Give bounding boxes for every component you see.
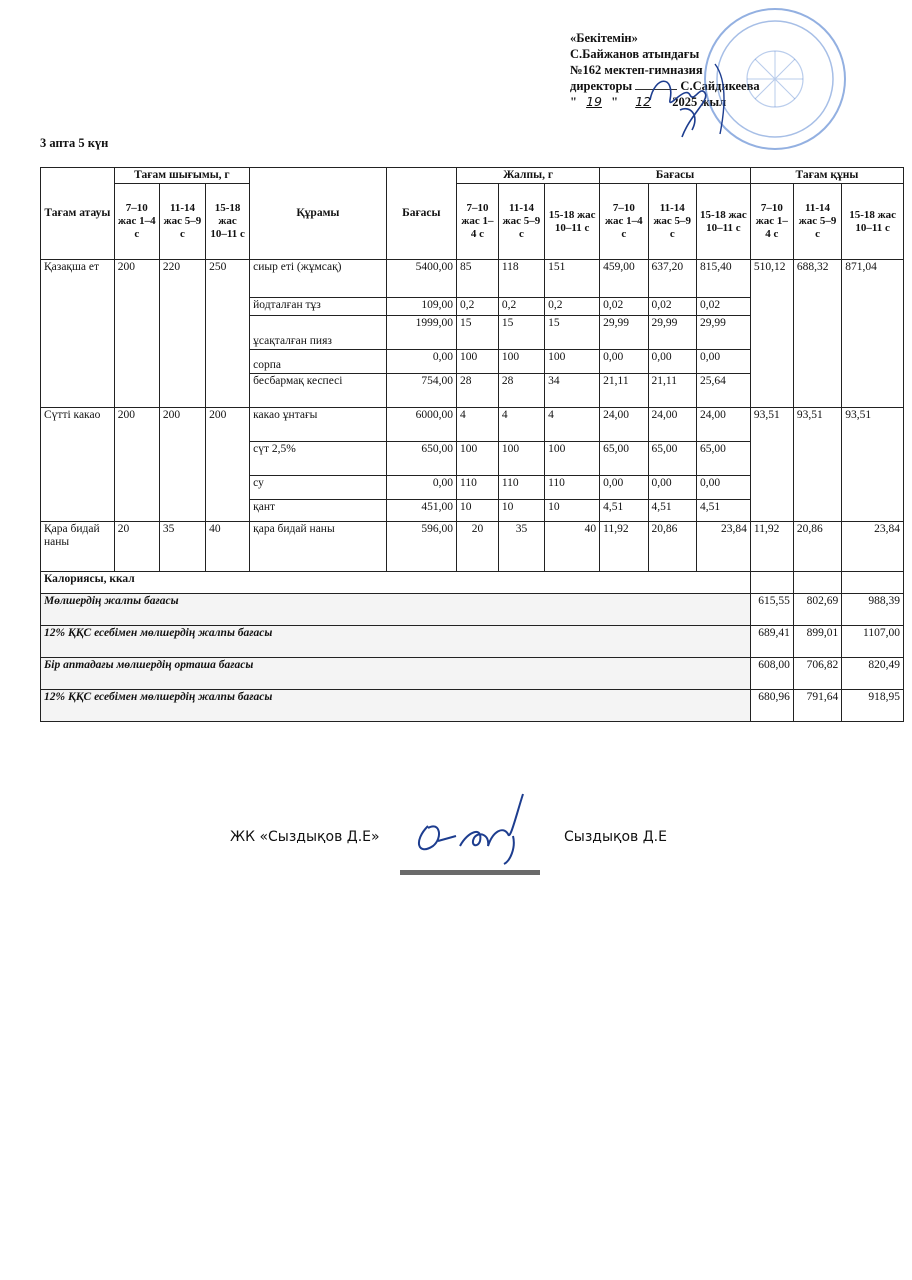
calories-cell-2 [793,572,841,594]
grams-2: 118 [498,260,544,298]
header-dish-cost-age-2: 11-14 жас 5–9 с [793,184,841,260]
ingredient-price: 0,00 [386,350,456,374]
cost-2: 21,11 [648,374,696,408]
grams-1: 0,2 [457,298,499,316]
header-dish-cost-age-1: 7–10 жас 1–4 с [750,184,793,260]
summary-value-3: 1107,00 [842,626,904,658]
signature-name: Сыздықов Д.Е [564,829,667,845]
dish-name: Сүтті какао [41,408,115,522]
dish-yield-1: 200 [114,260,159,408]
grams-1: 4 [457,408,499,442]
table-row [41,408,904,442]
grams-1: 110 [457,476,499,500]
approval-date-year: 2025 жыл [672,95,727,109]
dish-name: Қазақша ет [41,260,115,408]
summary-row [41,658,904,690]
signature-underline [400,870,540,875]
ingredient-price: 1999,00 [386,316,456,350]
ingredient: йодталған тұз [250,298,386,316]
cost-3: 25,64 [696,374,750,408]
dish-name: Қара бидай наны [41,522,115,572]
cost-1: 4,51 [600,500,648,522]
dish-cost-1: 93,51 [750,408,793,522]
cost-3: 0,00 [696,350,750,374]
grams-3: 110 [545,476,600,500]
header-cost-age-2: 11-14 жас 5–9 с [648,184,696,260]
table-row [41,260,904,298]
cost-3: 24,00 [696,408,750,442]
cost-2: 0,00 [648,350,696,374]
cost-2: 0,00 [648,476,696,500]
ingredient-price: 6000,00 [386,408,456,442]
summary-value-3: 820,49 [842,658,904,690]
cost-2: 4,51 [648,500,696,522]
dish-yield-1: 20 [114,522,159,572]
cost-3: 65,00 [696,442,750,476]
grams-2: 28 [498,374,544,408]
header-age-1: 7–10 жас 1–4 с [114,184,159,260]
grams-1: 15 [457,316,499,350]
ingredient: су [250,476,386,500]
approval-school-line1: С.Байжанов атындағы [570,47,700,61]
calories-row [41,572,904,594]
dish-yield-3: 200 [206,408,250,522]
calories-cell-1 [750,572,793,594]
grams-3: 100 [545,442,600,476]
grams-1: 100 [457,350,499,374]
grams-1: 100 [457,442,499,476]
header-price: Бағасы [386,168,456,260]
ingredient: ұсақталған пияз [250,316,386,350]
table-row [41,522,904,572]
ingredient: қант [250,500,386,522]
summary-label: Бір аптадағы мөлшердің орташа бағасы [41,658,751,690]
grams-1: 28 [457,374,499,408]
approval-date-day: 19 [586,94,602,109]
dish-yield-2: 35 [159,522,205,572]
header-age-2: 11-14 жас 5–9 с [159,184,205,260]
grams-2: 100 [498,350,544,374]
summary-value-1: 680,96 [750,690,793,722]
header-row-1 [41,168,904,184]
ingredient: сорпа [250,350,386,374]
summary-value-1: 615,55 [750,594,793,626]
ingredient-price: 596,00 [386,522,456,572]
cost-1: 0,00 [600,476,648,500]
grams-3: 40 [545,522,600,572]
grams-2: 0,2 [498,298,544,316]
summary-label: Мөлшердің жалпы бағасы [41,594,751,626]
dish-yield-3: 40 [206,522,250,572]
cost-3: 29,99 [696,316,750,350]
week-label: 3 апта 5 күн [40,136,109,150]
menu-table [40,167,904,722]
director-signature-icon [630,55,740,145]
cost-1: 459,00 [600,260,648,298]
ingredient: сүт 2,5% [250,442,386,476]
grams-1: 10 [457,500,499,522]
cost-1: 21,11 [600,374,648,408]
ingredient-price: 0,00 [386,476,456,500]
header-total: Жалпы, г [457,168,600,184]
summary-value-1: 608,00 [750,658,793,690]
cost-2: 29,99 [648,316,696,350]
header-yield: Тағам шығымы, г [114,168,249,184]
cost-2: 24,00 [648,408,696,442]
ingredient: какао ұнтағы [250,408,386,442]
dish-cost-1: 11,92 [750,522,793,572]
grams-3: 4 [545,408,600,442]
summary-label: 12% ҚҚС есебімен мөлшердің жалпы бағасы [41,626,751,658]
dish-cost-2: 93,51 [793,408,841,522]
grams-2: 10 [498,500,544,522]
approval-date-month: 12 [635,94,652,109]
summary-row [41,690,904,722]
grams-2: 35 [498,522,544,572]
dish-yield-2: 200 [159,408,205,522]
dish-cost-3: 871,04 [842,260,904,408]
ingredient: қара бидай наны [250,522,386,572]
grams-3: 151 [545,260,600,298]
summary-value-2: 802,69 [793,594,841,626]
cost-1: 29,99 [600,316,648,350]
header-food-name: Тағам атауы [41,168,115,260]
summary-label: 12% ҚҚС есебімен мөлшердің жалпы бағасы [41,690,751,722]
summary-row [41,594,904,626]
grams-1: 20 [457,522,499,572]
dish-cost-1: 510,12 [750,260,793,408]
header-cost: Бағасы [600,168,751,184]
cost-3: 23,84 [696,522,750,572]
cost-2: 20,86 [648,522,696,572]
approval-director-label: директоры [570,79,633,93]
summary-value-3: 988,39 [842,594,904,626]
grams-2: 4 [498,408,544,442]
header-row-2 [41,184,904,260]
header-cost-age-3: 15-18 жас 10–11 с [696,184,750,260]
ingredient-price: 754,00 [386,374,456,408]
cost-3: 0,00 [696,476,750,500]
cost-3: 815,40 [696,260,750,298]
grams-3: 10 [545,500,600,522]
approval-title: «Бекітемін» [570,31,638,45]
approval-director-name: С.Сайдикеева [680,79,760,93]
ingredient-price: 5400,00 [386,260,456,298]
signature-icon [398,786,548,866]
header-total-age-3: 15-18 жас 10–11 с [545,184,600,260]
header-composition: Құрамы [250,168,386,260]
summary-value-2: 791,64 [793,690,841,722]
dish-cost-2: 688,32 [793,260,841,408]
ingredient-price: 451,00 [386,500,456,522]
header-dish-cost-age-3: 15-18 жас 10–11 с [842,184,904,260]
ingredient-price: 650,00 [386,442,456,476]
ingredient-price: 109,00 [386,298,456,316]
cost-2: 637,20 [648,260,696,298]
summary-row [41,626,904,658]
grams-1: 85 [457,260,499,298]
cost-3: 4,51 [696,500,750,522]
header-total-age-2: 11-14 жас 5–9 с [498,184,544,260]
grams-3: 15 [545,316,600,350]
ingredient: бесбармақ кеспесі [250,374,386,408]
grams-3: 0,2 [545,298,600,316]
dish-cost-2: 20,86 [793,522,841,572]
grams-2: 15 [498,316,544,350]
approval-date-line: " 19 " 12 2025 жыл [570,94,727,109]
signature-entity: ЖК «Сыздықов Д.Е» [230,829,380,845]
grams-2: 100 [498,442,544,476]
cost-1: 24,00 [600,408,648,442]
dish-yield-3: 250 [206,260,250,408]
header-age-3: 15-18 жас 10–11 с [206,184,250,260]
grams-2: 110 [498,476,544,500]
approval-school-line2: №162 мектеп-гимназия [570,63,703,77]
grams-3: 34 [545,374,600,408]
header-total-age-1: 7–10 жас 1–4 с [457,184,499,260]
cost-1: 0,00 [600,350,648,374]
calories-label: Калориясы, ккал [41,572,751,594]
header-cost-age-1: 7–10 жас 1–4 с [600,184,648,260]
header-dish-cost: Тағам құны [750,168,903,184]
cost-1: 65,00 [600,442,648,476]
dish-yield-2: 220 [159,260,205,408]
dish-cost-3: 23,84 [842,522,904,572]
dish-cost-3: 93,51 [842,408,904,522]
dish-yield-1: 200 [114,408,159,522]
summary-value-2: 899,01 [793,626,841,658]
cost-2: 0,02 [648,298,696,316]
cost-1: 0,02 [600,298,648,316]
summary-value-1: 689,41 [750,626,793,658]
ingredient: сиыр еті (жұмсақ) [250,260,386,298]
cost-2: 65,00 [648,442,696,476]
summary-value-2: 706,82 [793,658,841,690]
grams-3: 100 [545,350,600,374]
cost-1: 11,92 [600,522,648,572]
summary-value-3: 918,95 [842,690,904,722]
cost-3: 0,02 [696,298,750,316]
calories-cell-3 [842,572,904,594]
